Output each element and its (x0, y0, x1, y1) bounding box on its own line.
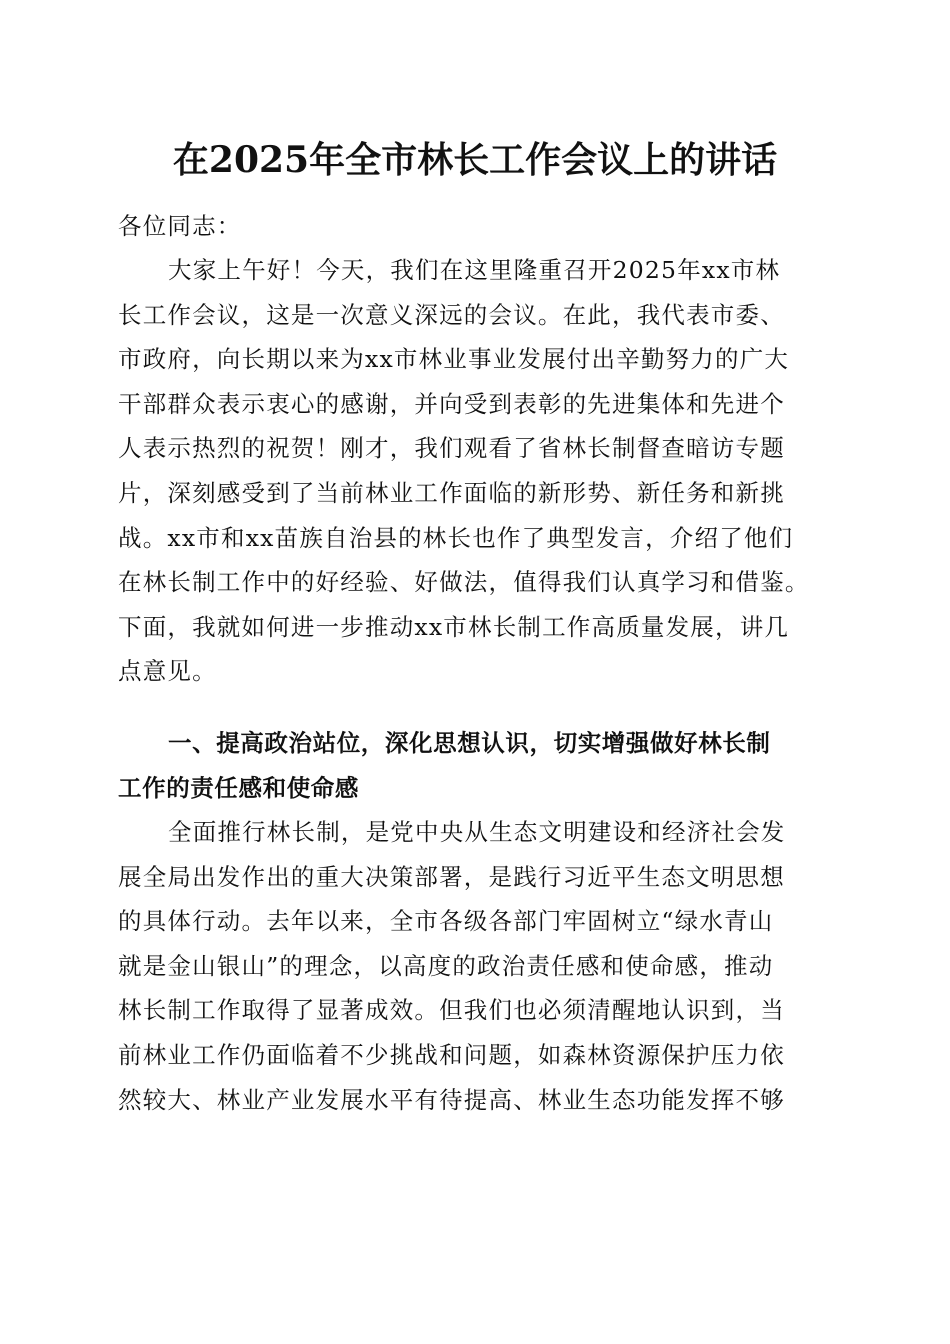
page-title: 在2025年全市林长工作会议上的讲话 (172, 139, 778, 181)
text-line: 点意见。 (118, 657, 217, 686)
paragraph-section-1 (118, 810, 833, 1122)
text-line: 下面，我就如何进一步推动xx市林长制工作高质量发展，讲几 (118, 612, 790, 641)
text-line: 前林业工作仍面临着不少挑战和问题，如森林资源保护压力依 (118, 1040, 785, 1069)
text-line: 全面推行林长制，是党中央从生态文明建设和经济社会发 (168, 818, 786, 846)
salutation: 各位同志： (118, 212, 242, 240)
text-line: 在林长制工作中的好经验、好做法，值得我们认真学习和借鉴。 (118, 568, 810, 597)
text-line: 的具体行动。去年以来，全市各级各部门牢固树立“绿水青山 (118, 907, 774, 936)
text-line: 就是金山银山”的理念，以高度的政治责任感和使命感，推动 (118, 951, 774, 980)
text-line: 林长制工作取得了显著成效。但我们也必须清醒地认识到，当 (118, 996, 785, 1025)
text-line: 市政府，向长期以来为xx市林业事业发展付出辛勤努力的广大 (118, 345, 790, 374)
paragraph-opening (118, 248, 833, 694)
text-line: 片，深刻感受到了当前林业工作面临的新形势、新任务和新挑 (118, 478, 785, 507)
text-line: 然较大、林业产业发展水平有待提高、林业生态功能发挥不够 (118, 1085, 785, 1114)
heading-line: 一、提高政治站位，深化思想认识，切实增强做好林长制 (168, 729, 771, 757)
text-line: 干部群众表示衷心的感谢，并向受到表彰的先进集体和先进个 (118, 389, 785, 418)
text-line: 展全局出发作出的重大决策部署，是践行习近平生态文明思想 (118, 862, 785, 891)
heading-line: 工作的责任感和使命感 (118, 773, 359, 802)
text-line: 长工作会议，这是一次意义深远的会议。在此，我代表市委、 (118, 300, 785, 329)
section-heading-1 (118, 721, 833, 810)
text-line: 人表示热烈的祝贺！刚才，我们观看了省林长制督查暗访专题 (118, 434, 785, 463)
text-line: 大家上午好！今天，我们在这里隆重召开2025年xx市林 (168, 256, 781, 284)
text-line: 战。xx市和xx苗族自治县的林长也作了典型发言，介绍了他们 (118, 523, 794, 552)
